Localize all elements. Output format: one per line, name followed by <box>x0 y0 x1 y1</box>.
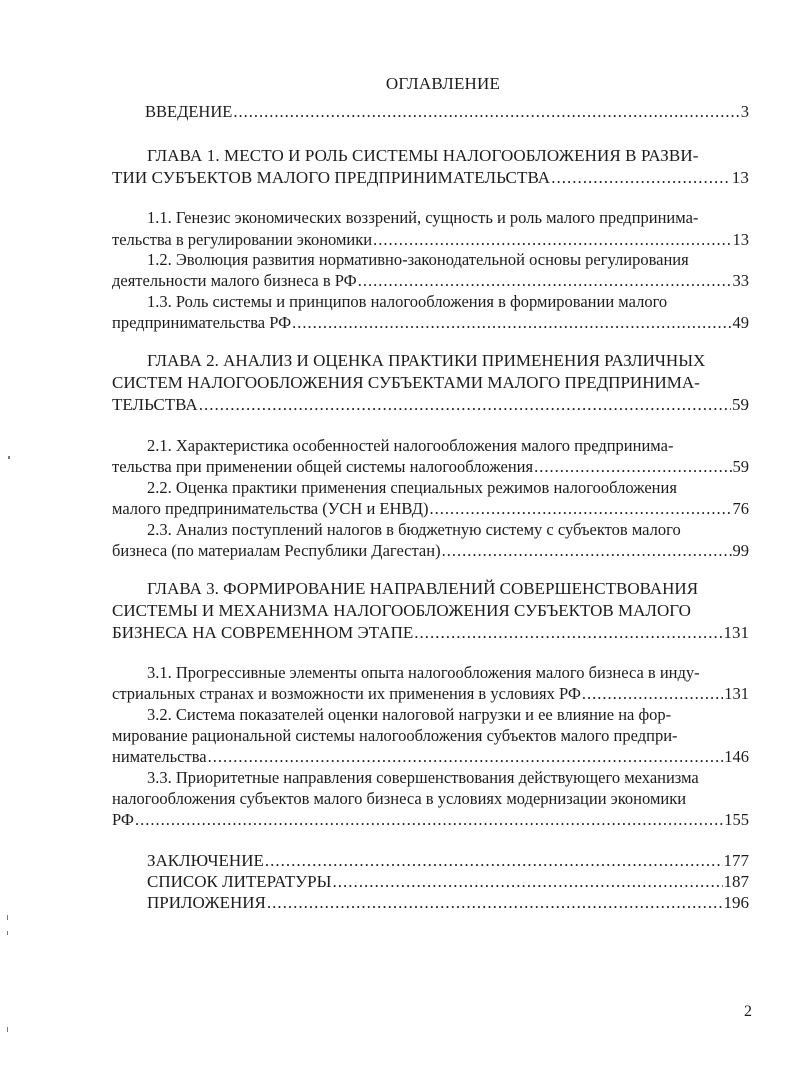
dot-leader <box>551 168 731 188</box>
section-title-text: РФ <box>112 810 134 829</box>
toc-entry-page: 49 <box>732 313 749 332</box>
chapter-title-text: ТИИ СУБЪЕКТОВ МАЛОГО ПРЕДПРИНИМАТЕЛЬСТВА <box>112 168 551 187</box>
toc-entry-title: ПРИЛОЖЕНИЯ <box>147 893 266 912</box>
dot-leader <box>582 684 723 704</box>
toc-entry-bibliography <box>147 872 749 892</box>
toc-entry-title: ВВЕДЕНИЕ <box>145 102 233 121</box>
section-title-text: малого предпринимательства (УСН и ЕНВД) <box>112 499 429 518</box>
section-title-text: тельства при применении общей системы налогообложения <box>112 457 534 476</box>
section-title-line: 1.1. Генезис экономических воззрений, сущность и роль малого предпринима- <box>147 208 699 227</box>
scan-speck <box>7 931 8 935</box>
section-title-line: 3.1. Прогрессивные элементы опыта налогообложения малого бизнеса в инду- <box>147 663 700 682</box>
section-title-line: 3.2. Система показателей оценки налоговой нагрузки и ее влияние на фор- <box>147 705 672 724</box>
section-title-line: 2.1. Характеристика особенностей налогообложения малого предпринима- <box>147 436 674 455</box>
section-title-line: 3.3. Приоритетные направления совершенствования действующего механизма <box>147 768 699 787</box>
toc-entry-section-2-2 <box>112 499 749 519</box>
toc-heading: ОГЛАВЛЕНИЕ <box>385 74 501 93</box>
chapter-title-last-line <box>112 168 749 188</box>
toc-chapter-2 <box>112 395 749 415</box>
dot-leader <box>414 623 722 643</box>
toc-entry-appendices <box>147 893 749 913</box>
toc-entry-section-3-1 <box>112 684 749 704</box>
toc-entry-page: 13 <box>731 168 749 187</box>
chapter-title-text: ТЕЛЬСТВА <box>112 395 198 414</box>
section-title-text: деятельности малого бизнеса в РФ <box>112 271 357 290</box>
dot-leader <box>373 230 731 250</box>
dot-leader <box>267 893 723 913</box>
toc-entry-page: 131 <box>723 623 749 642</box>
section-title-text: нимательства <box>112 747 207 766</box>
section-title-text: бизнеса (по материалам Республики Дагестан) <box>112 541 441 560</box>
toc-entry-section-3-3 <box>112 810 749 830</box>
page-number: 2 <box>744 1003 752 1020</box>
chapter-title-text: БИЗНЕСА НА СОВРЕМЕННОМ ЭТАПЕ <box>112 623 414 642</box>
scan-speck <box>8 456 10 459</box>
dot-leader <box>199 395 731 415</box>
dot-leader <box>208 747 724 767</box>
toc-entry-page: 146 <box>724 747 749 766</box>
toc-entry-conclusion <box>147 851 749 871</box>
toc-entry-page: 33 <box>732 271 749 290</box>
scan-speck <box>7 1027 8 1032</box>
chapter-title-line: СИСТЕМЫ И МЕХАНИЗМА НАЛОГООБЛОЖЕНИЯ СУБЪЕКТОВ МАЛОГО <box>112 601 691 620</box>
section-title-text: предпринимательства РФ <box>112 313 292 332</box>
toc-entry-page: 155 <box>724 810 749 829</box>
toc-entry-page: 177 <box>723 851 749 870</box>
dot-leader <box>332 872 722 892</box>
dot-leader <box>358 271 732 291</box>
dot-leader <box>292 313 731 333</box>
toc-entry-intro <box>145 102 749 122</box>
dot-leader <box>430 499 732 519</box>
scan-speck <box>7 915 8 920</box>
chapter-title-line: ГЛАВА 1. МЕСТО И РОЛЬ СИСТЕМЫ НАЛОГООБЛОЖЕНИЯ В РАЗВИ- <box>147 146 699 165</box>
chapter-title-line: ГЛАВА 2. АНАЛИЗ И ОЦЕНКА ПРАКТИКИ ПРИМЕНЕНИЯ РАЗЛИЧНЫХ <box>147 351 706 370</box>
section-title-line: 2.2. Оценка практики применения специальных режимов налогообложения <box>147 478 677 497</box>
dot-leader <box>265 851 723 871</box>
toc-chapter-3 <box>112 623 749 643</box>
toc-entry-page: 196 <box>723 893 749 912</box>
toc-entry-page: 59 <box>732 395 749 414</box>
toc-entry-section-2-1 <box>112 457 749 477</box>
section-title-line: мирование рациональной системы налогообложения субъектов малого предпри- <box>112 726 678 745</box>
toc-entry-section-1-3 <box>112 313 749 333</box>
toc-entry-page: 131 <box>724 684 749 703</box>
dot-leader <box>233 102 739 122</box>
toc-entry-title: ЗАКЛЮЧЕНИЕ <box>147 851 264 870</box>
section-title-line: 1.2. Эволюция развития нормативно-законодательной основы регулирования <box>147 250 689 269</box>
section-title-line: 1.3. Роль системы и принципов налогообложения в формировании малого <box>147 292 668 311</box>
chapter-title-line: СИСТЕМ НАЛОГООБЛОЖЕНИЯ СУБЪЕКТАМИ МАЛОГО ПРЕДПРИНИМА- <box>112 373 700 392</box>
section-title-text: стриальных странах и возможности их применения в условиях РФ <box>112 684 581 703</box>
dot-leader <box>442 541 732 561</box>
toc-entry-page: 59 <box>732 457 749 476</box>
toc-entry-page: 99 <box>732 541 749 560</box>
toc-entry-section-3-2 <box>112 747 749 767</box>
toc-entry-title: СПИСОК ЛИТЕРАТУРЫ <box>147 872 332 891</box>
dot-leader <box>534 457 731 477</box>
toc-entry-page: 76 <box>732 499 749 518</box>
toc-entry-section-1-1 <box>112 230 749 250</box>
toc-entry-page: 187 <box>723 872 749 891</box>
section-title-line: налогообложения субъектов малого бизнеса в условиях модернизации экономики <box>112 789 687 808</box>
chapter-title-line: ГЛАВА 3. ФОРМИРОВАНИЕ НАПРАВЛЕНИЙ СОВЕРШЕНСТВОВАНИЯ <box>147 579 699 598</box>
section-title-text: тельства в регулировании экономики <box>112 230 373 249</box>
section-title-line: 2.3. Анализ поступлений налогов в бюджетную систему с субъектов малого <box>147 520 681 539</box>
dot-leader <box>135 810 723 830</box>
toc-entry-section-1-2 <box>112 271 749 291</box>
toc-entry-section-2-3 <box>112 541 749 561</box>
toc-entry-page: 13 <box>732 230 749 249</box>
toc-entry-page: 3 <box>740 102 749 121</box>
